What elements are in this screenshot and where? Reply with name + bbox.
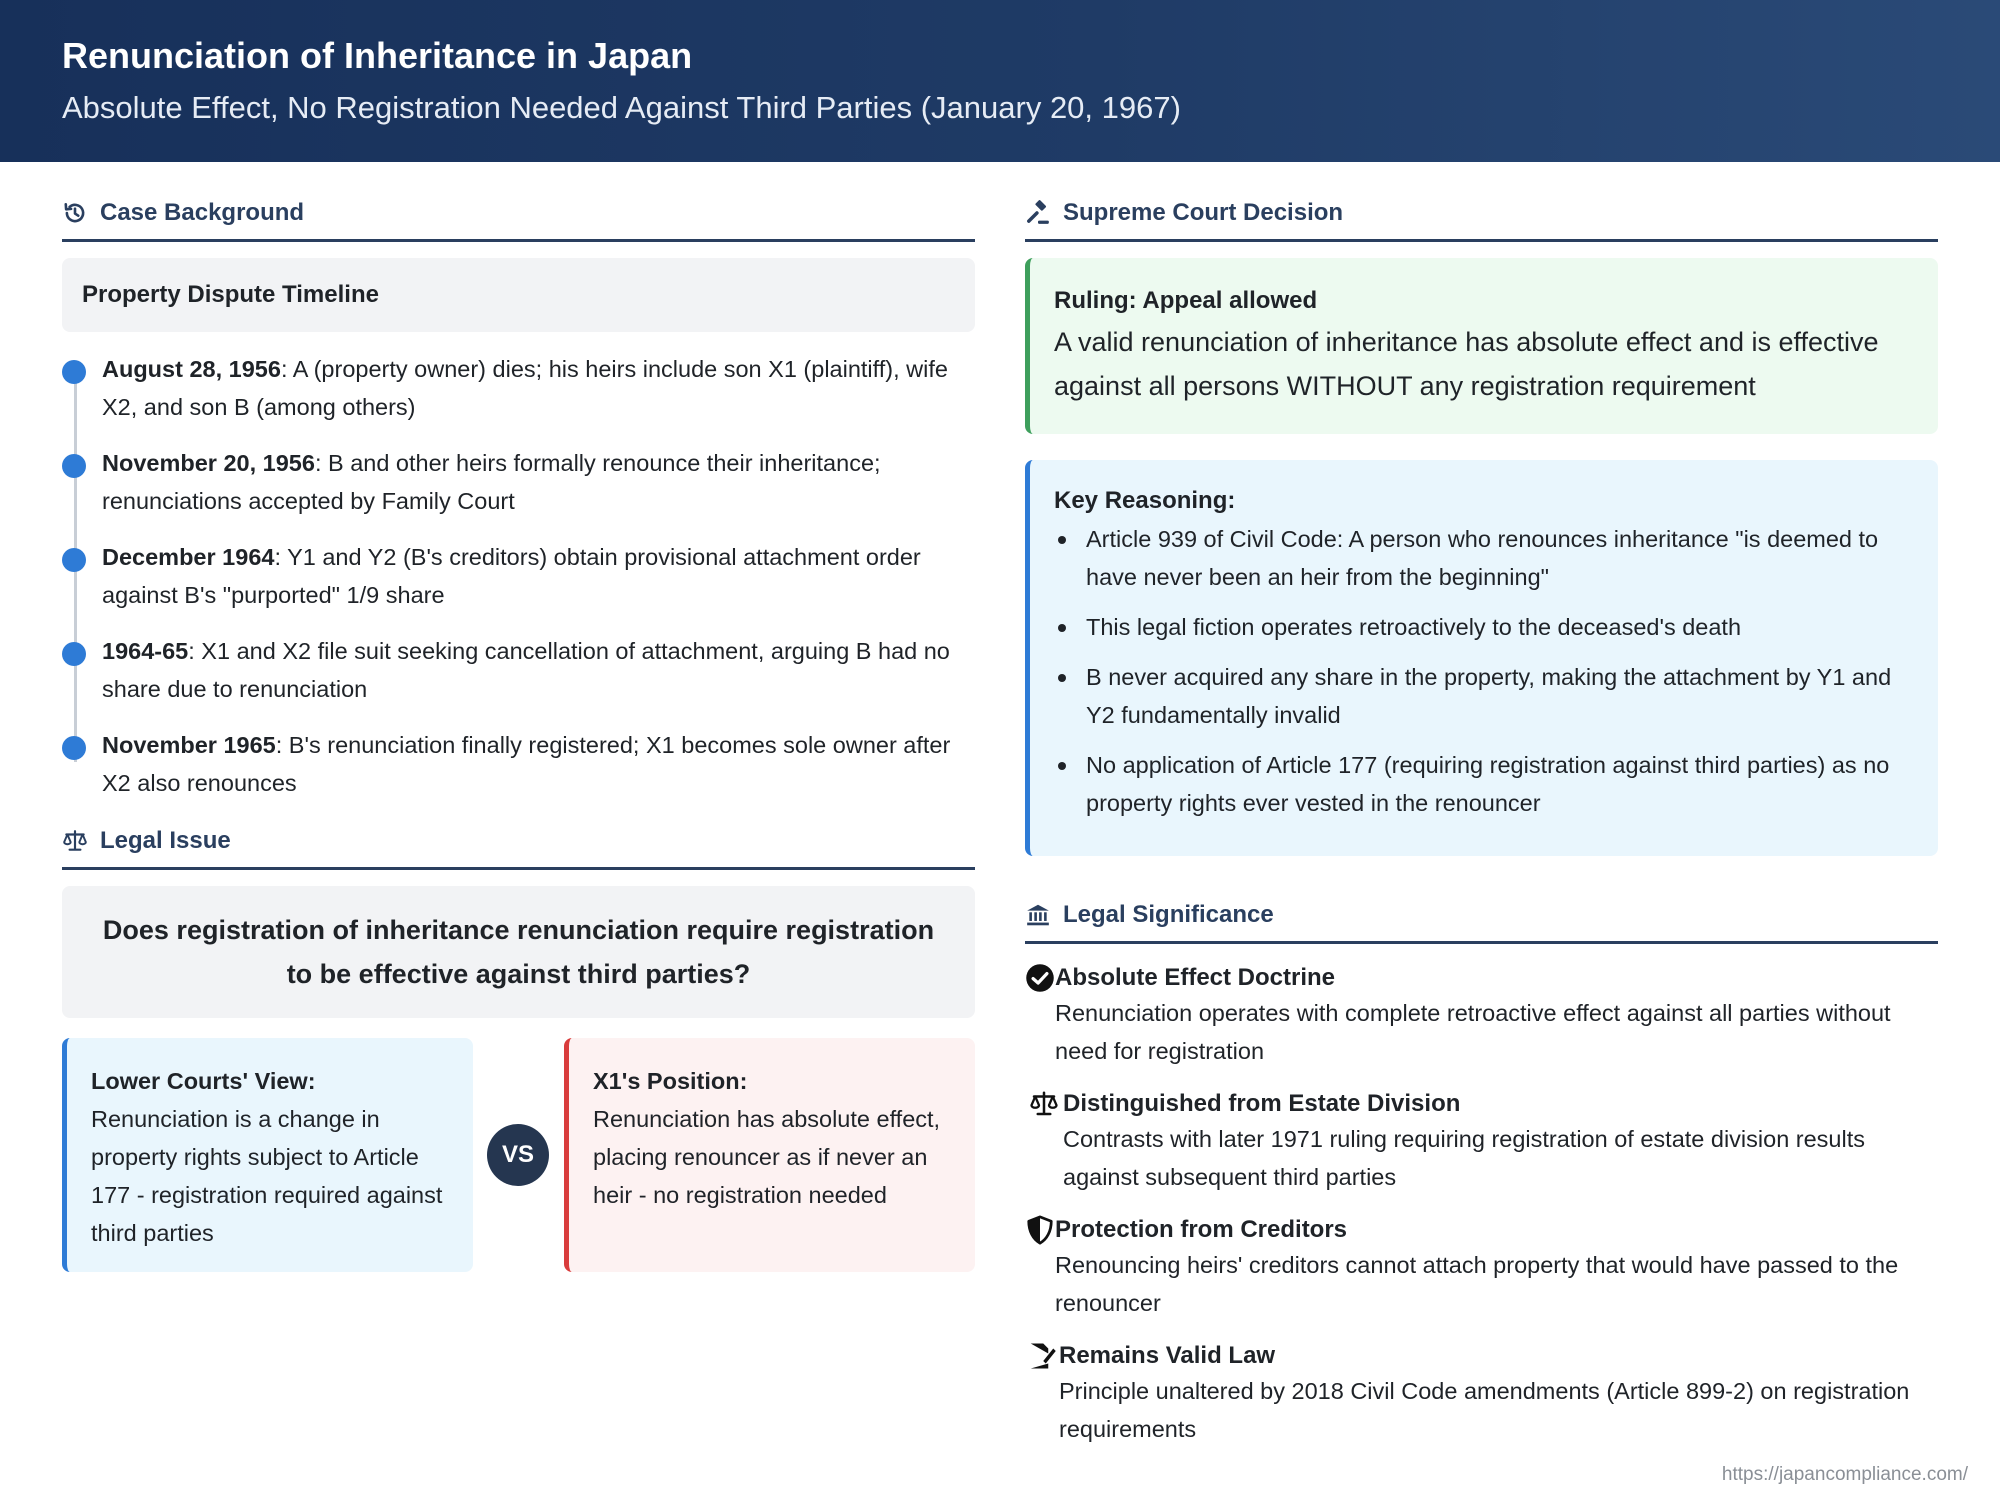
history-icon	[62, 200, 88, 226]
shield-icon	[1025, 1215, 1055, 1245]
timeline-dot	[62, 736, 86, 760]
lower-courts-label: Lower Courts' View:	[91, 1068, 316, 1094]
page-subtitle: Absolute Effect, No Registration Needed Against Third Parties (January 20, 1967)	[62, 90, 1181, 125]
timeline-text: : A (property owner) dies; his heirs include son X1 (plaintiff), wife X2, and son B (among others)	[102, 356, 948, 420]
timeline-text: : X1 and X2 file suit seeking cancellation of attachment, arguing B had no share due to renunciation	[102, 638, 950, 702]
positions-comparison	[62, 1038, 975, 1272]
timeline-dot	[62, 548, 86, 572]
legal-question: Does registration of inheritance renunciation require registration to be effective against third parties?	[62, 886, 975, 1018]
significance-text: Renouncing heirs' creditors cannot attach property that would have passed to the renouncer	[1055, 1252, 1899, 1316]
page-title: Renunciation of Inheritance in Japan	[62, 35, 693, 76]
section-title-text: Case Background	[100, 198, 305, 226]
timeline-dot	[62, 642, 86, 666]
check-circle-icon	[1025, 963, 1055, 993]
gavel-icon	[1025, 200, 1051, 226]
timeline-item	[102, 726, 975, 802]
key-reasoning-box	[1025, 460, 1938, 856]
key-reasoning-label: Key Reasoning:	[1054, 487, 1236, 514]
section-supreme-court-decision	[1025, 192, 1938, 242]
landmark-icon	[1025, 902, 1051, 928]
timeline-date: November 1965	[102, 732, 276, 758]
timeline-dot	[62, 360, 86, 384]
list-item: Article 939 of Civil Code: A person who renounces inheritance "is deemed to have never been an heir from the beginning"	[1054, 520, 1914, 596]
timeline-dot	[62, 454, 86, 478]
timeline-item	[102, 350, 975, 426]
timeline-date: November 20, 1956	[102, 450, 315, 476]
timeline-date: 1964-65	[102, 638, 189, 664]
x1-position-text: Renunciation has absolute effect, placing renouncer as if never an heir - no registration needed	[593, 1106, 941, 1208]
section-title-text: Legal Issue	[100, 826, 231, 854]
timeline-item	[102, 632, 975, 708]
timeline-date: August 28, 1956	[102, 356, 281, 382]
significance-title: Absolute Effect Doctrine	[1055, 964, 1336, 991]
significance-title: Remains Valid Law	[1059, 1342, 1276, 1369]
list-item: B never acquired any share in the property, making the attachment by Y1 and Y2 fundamentally invalid	[1054, 658, 1914, 734]
x1-position-label: X1's Position:	[593, 1068, 748, 1094]
timeline	[62, 350, 975, 802]
list-item: No application of Article 177 (requiring registration against third parties) as no property rights ever vested in the renouncer	[1054, 746, 1914, 822]
ruling-label: Ruling: Appeal allowed	[1054, 287, 1318, 314]
section-legal-significance	[1025, 894, 1938, 944]
significance-text: Principle unaltered by 2018 Civil Code amendments (Article 899-2) on registration requirements	[1059, 1378, 1910, 1442]
scale-icon	[1025, 1089, 1063, 1119]
significance-item	[1025, 1340, 1938, 1448]
left-column	[62, 192, 975, 1272]
scale-icon	[62, 828, 88, 854]
header-banner	[0, 0, 2000, 162]
section-case-background	[62, 192, 975, 242]
section-legal-issue	[62, 820, 975, 870]
x1-position	[564, 1038, 975, 1272]
ruling-box	[1025, 258, 1938, 434]
ruling-text: A valid renunciation of inheritance has absolute effect and is effective against all persons WITHOUT any registration requirement	[1054, 327, 1879, 401]
source-url: https://japancompliance.com/	[1721, 1464, 1968, 1485]
section-title-text: Legal Significance	[1063, 900, 1274, 928]
timeline-title: Property Dispute Timeline	[62, 258, 975, 332]
file-signature-icon	[1025, 1341, 1059, 1371]
right-column	[1025, 192, 1938, 1448]
vs-badge: VS	[487, 1124, 549, 1186]
timeline-date: December 1964	[102, 544, 275, 570]
significance-title: Protection from Creditors	[1055, 1216, 1348, 1243]
significance-item	[1025, 962, 1938, 1070]
list-item: This legal fiction operates retroactively to the deceased's death	[1054, 608, 1914, 646]
timeline-text: : B's renunciation finally registered; X1 becomes sole owner after X2 also renounces	[102, 732, 951, 796]
significance-title: Distinguished from Estate Division	[1063, 1090, 1461, 1117]
significance-text: Contrasts with later 1971 ruling requiring registration of estate division results against subsequent third parties	[1063, 1126, 1866, 1190]
lower-courts-view	[62, 1038, 473, 1272]
timeline-text: : Y1 and Y2 (B's creditors) obtain provisional attachment order against B's "purported" 1/9 share	[102, 544, 921, 608]
section-title-text: Supreme Court Decision	[1063, 198, 1344, 226]
timeline-item	[102, 444, 975, 520]
significance-text: Renunciation operates with complete retroactive effect against all parties without need for registration	[1055, 1000, 1891, 1064]
significance-item	[1025, 1088, 1938, 1196]
timeline-text: : B and other heirs formally renounce their inheritance; renunciations accepted by Family Court	[102, 450, 881, 514]
lower-courts-text: Renunciation is a change in property rights subject to Article 177 - registration required against third parties	[91, 1106, 443, 1246]
reasoning-list	[1054, 520, 1914, 822]
timeline-item	[102, 538, 975, 614]
significance-item	[1025, 1214, 1938, 1322]
